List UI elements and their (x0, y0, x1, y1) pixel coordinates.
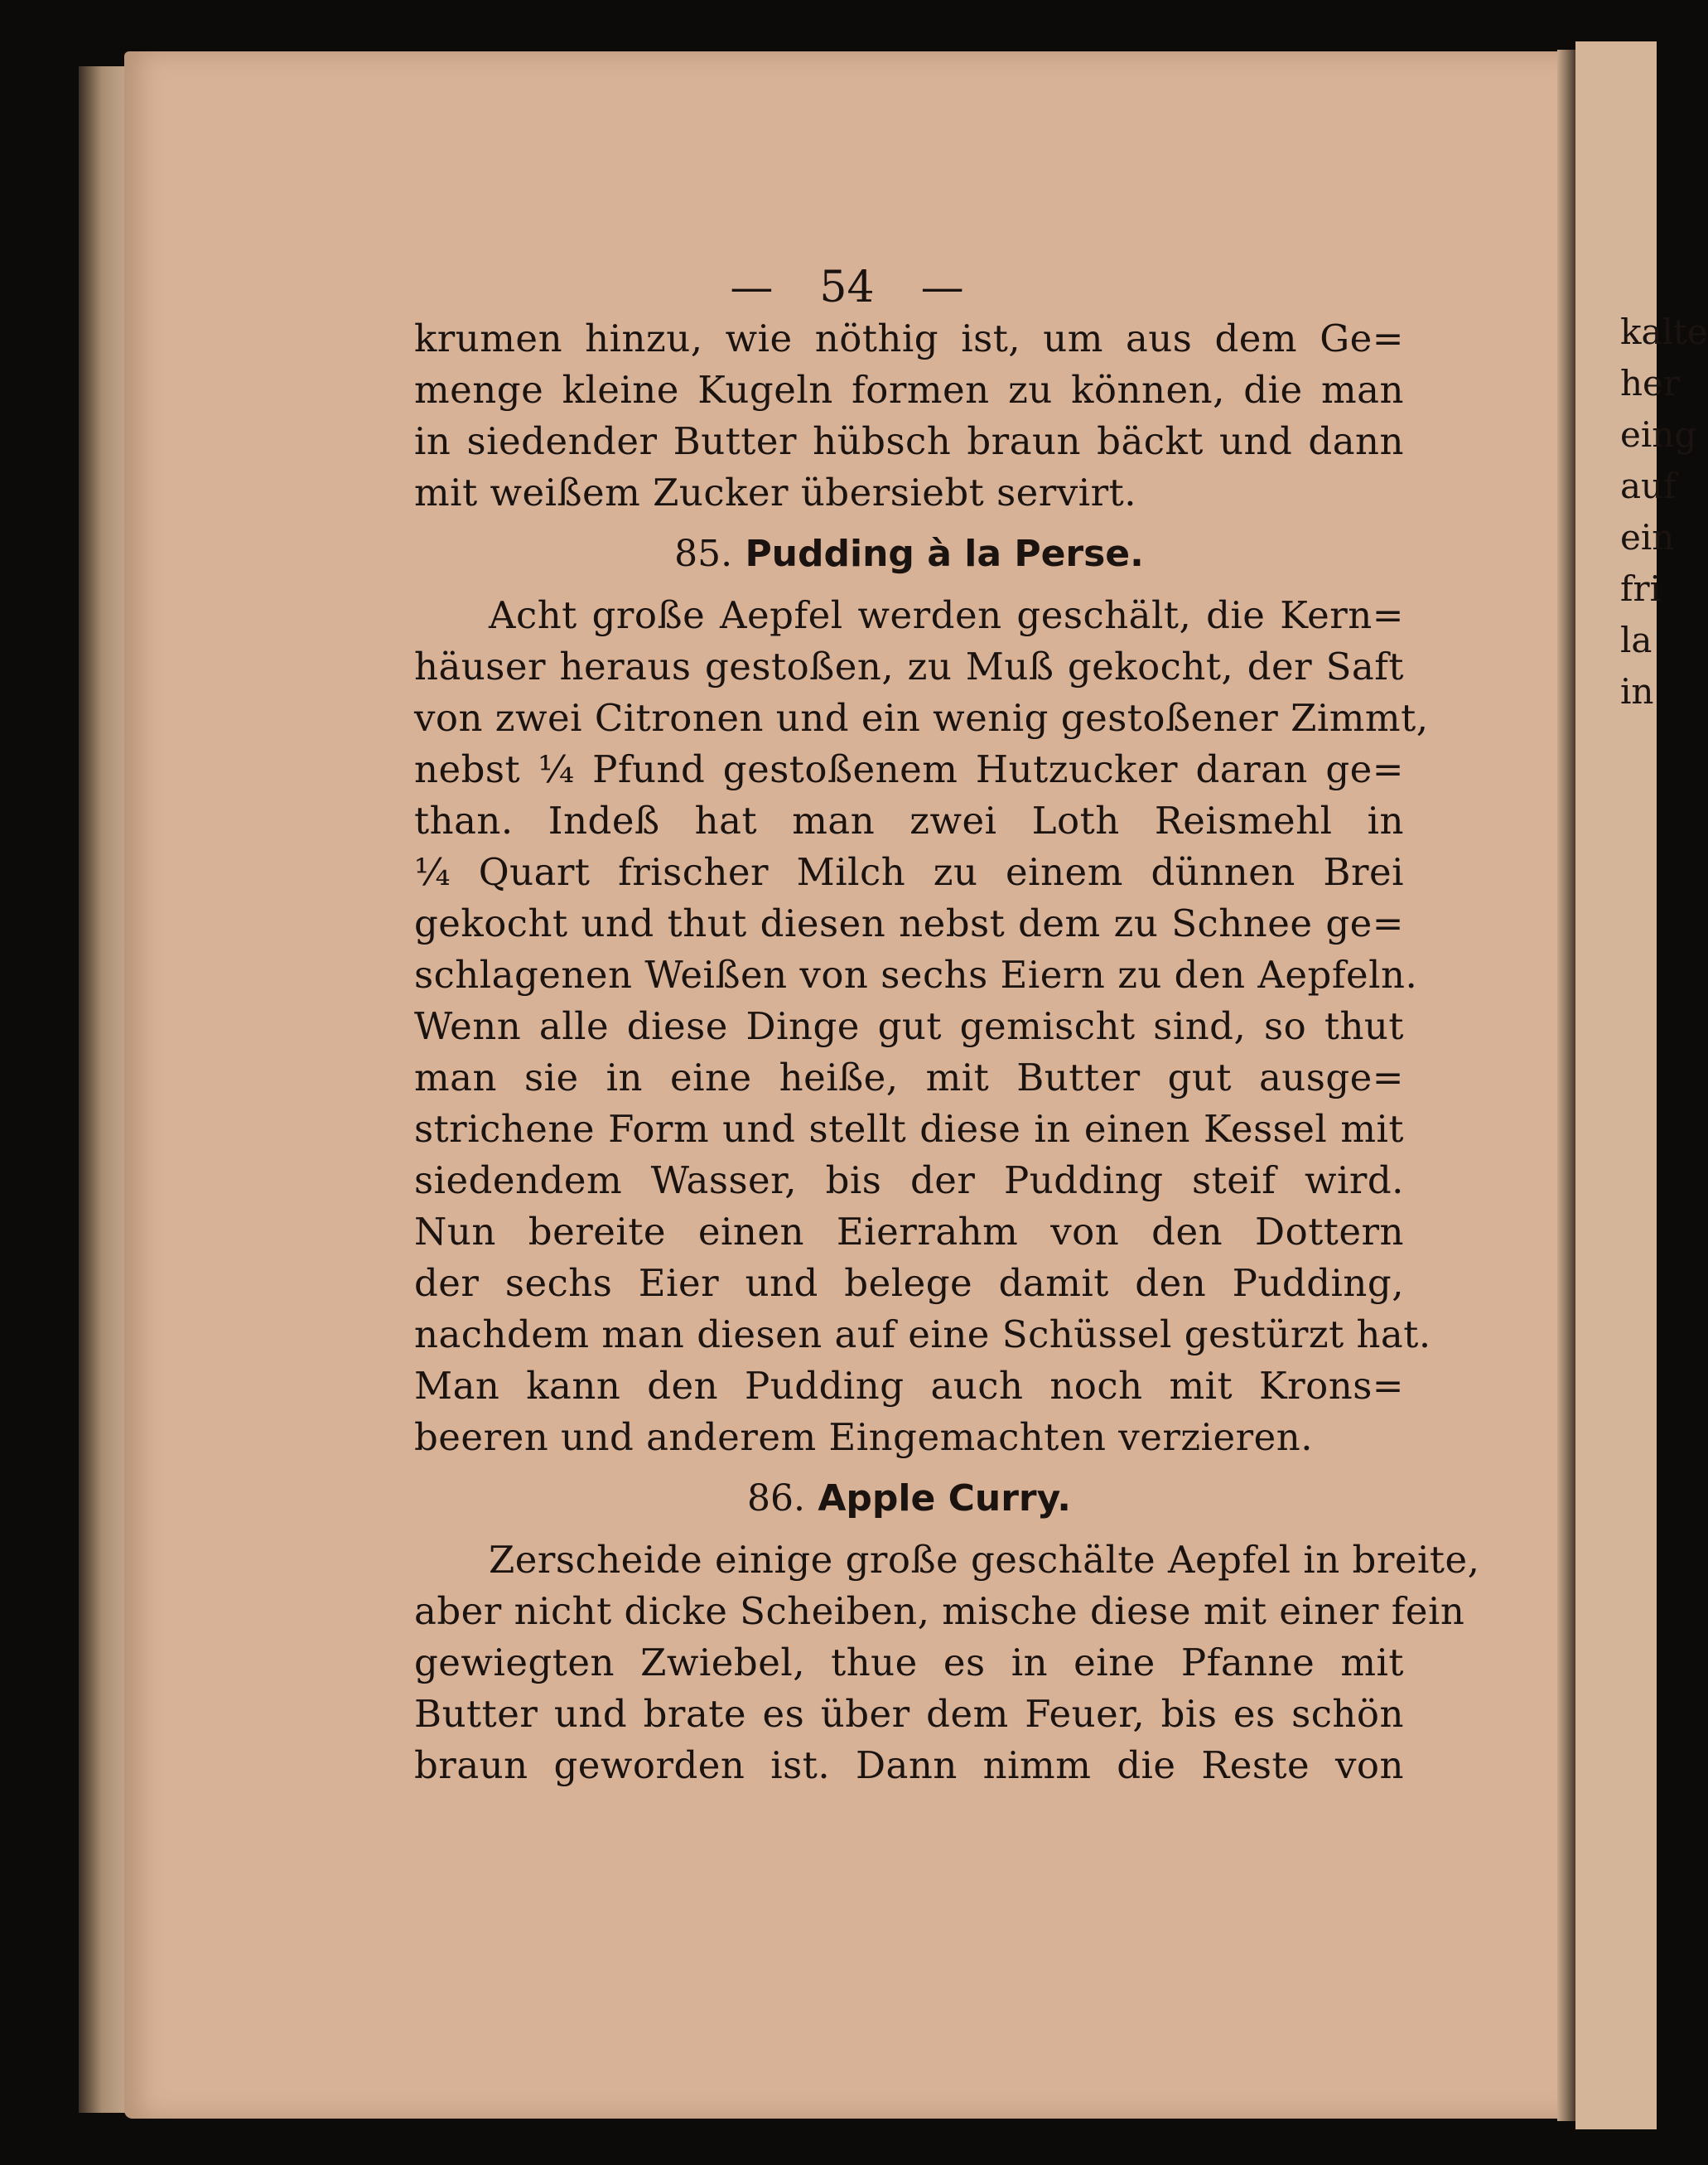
text-line: in siedender Butter hübsch braun bäckt und dann (414, 419, 1404, 463)
text-line: gekocht und thut diesen nebst dem zu Schnee ge= (414, 901, 1404, 945)
page-number-value: 54 (819, 263, 875, 312)
facing-page-fragment: her (1620, 363, 1680, 404)
recipe-heading (414, 529, 1404, 580)
text-line: than. Indeß hat man zwei Loth Reismehl in (414, 799, 1404, 843)
text-line: von zwei Citronen und ein wenig gestoßener Zimmt, (414, 696, 1429, 740)
text-line: krumen hinzu, wie nöthig ist, um aus dem Ge= (414, 317, 1404, 360)
facing-page-fragment: ein (1620, 517, 1675, 558)
text-line: Man kann den Pudding auch noch mit Krons= (414, 1364, 1404, 1408)
facing-page (1575, 41, 1708, 2129)
recipe-number: 85. (674, 533, 733, 575)
text-line: Nun bereite einen Eierrahm von den Dottern (414, 1210, 1404, 1254)
page-number (124, 263, 1570, 312)
recipe-heading (414, 1473, 1404, 1525)
text-line: menge kleine Kugeln formen zu können, die man (414, 368, 1404, 412)
recipe-title: Apple Curry. (818, 1477, 1071, 1520)
facing-page-fragment: kalte (1620, 312, 1708, 352)
text-line: mit weißem Zucker übersiebt servirt. (414, 471, 1137, 515)
text-line: ¼ Quart frischer Milch zu einem dünnen Brei (414, 850, 1404, 894)
text-line: strichene Form und stellt diese in einen Kessel mit (414, 1107, 1404, 1151)
text-line: Butter und brate es über dem Feuer, bis es schön (414, 1692, 1404, 1736)
text-line: nebst ¼ Pfund gestoßenem Hutzucker daran ge= (414, 747, 1404, 791)
dash: — (730, 263, 774, 312)
text-line: braun geworden ist. Dann nimm die Reste von (414, 1743, 1404, 1787)
text-line: nachdem man diesen auf eine Schüssel gestürzt hat. (414, 1312, 1431, 1356)
facing-page-fragment: fri (1620, 568, 1662, 609)
recipe-title: Pudding à la Perse. (745, 533, 1144, 575)
facing-page-fragment: auf (1620, 466, 1677, 506)
text-line: man sie in eine heiße, mit Butter gut ausge= (414, 1056, 1404, 1099)
facing-page-fragment: eing (1620, 414, 1697, 455)
text-line: schlagenen Weißen von sechs Eiern zu den Aepfeln. (414, 953, 1418, 997)
text-line: der sechs Eier und belege damit den Pudding, (414, 1261, 1404, 1305)
page-text (414, 313, 1480, 1791)
text-line: Zerscheide einige große geschälte Aepfel in breite, (489, 1538, 1480, 1582)
text-line: Acht große Aepfel werden geschält, die Kern= (489, 593, 1404, 637)
text-line: beeren und anderem Eingemachten verzieren. (414, 1415, 1314, 1459)
text-line: siedendem Wasser, bis der Pudding steif wird. (414, 1158, 1404, 1202)
dash: — (920, 263, 964, 312)
text-line: Wenn alle diese Dinge gut gemischt sind, so thut (414, 1004, 1404, 1048)
text-line: aber nicht dicke Scheiben, mische diese mit einer fein (414, 1589, 1465, 1633)
gutter (1557, 50, 1575, 2121)
facing-page-fragment: in (1620, 671, 1654, 712)
recipe-number: 86. (747, 1477, 805, 1520)
text-line: gewiegten Zwiebel, thue es in eine Pfanne mit (414, 1641, 1404, 1684)
facing-page-fragment: la (1620, 620, 1653, 660)
text-line: häuser heraus gestoßen, zu Muß gekocht, der Saft (414, 645, 1404, 689)
